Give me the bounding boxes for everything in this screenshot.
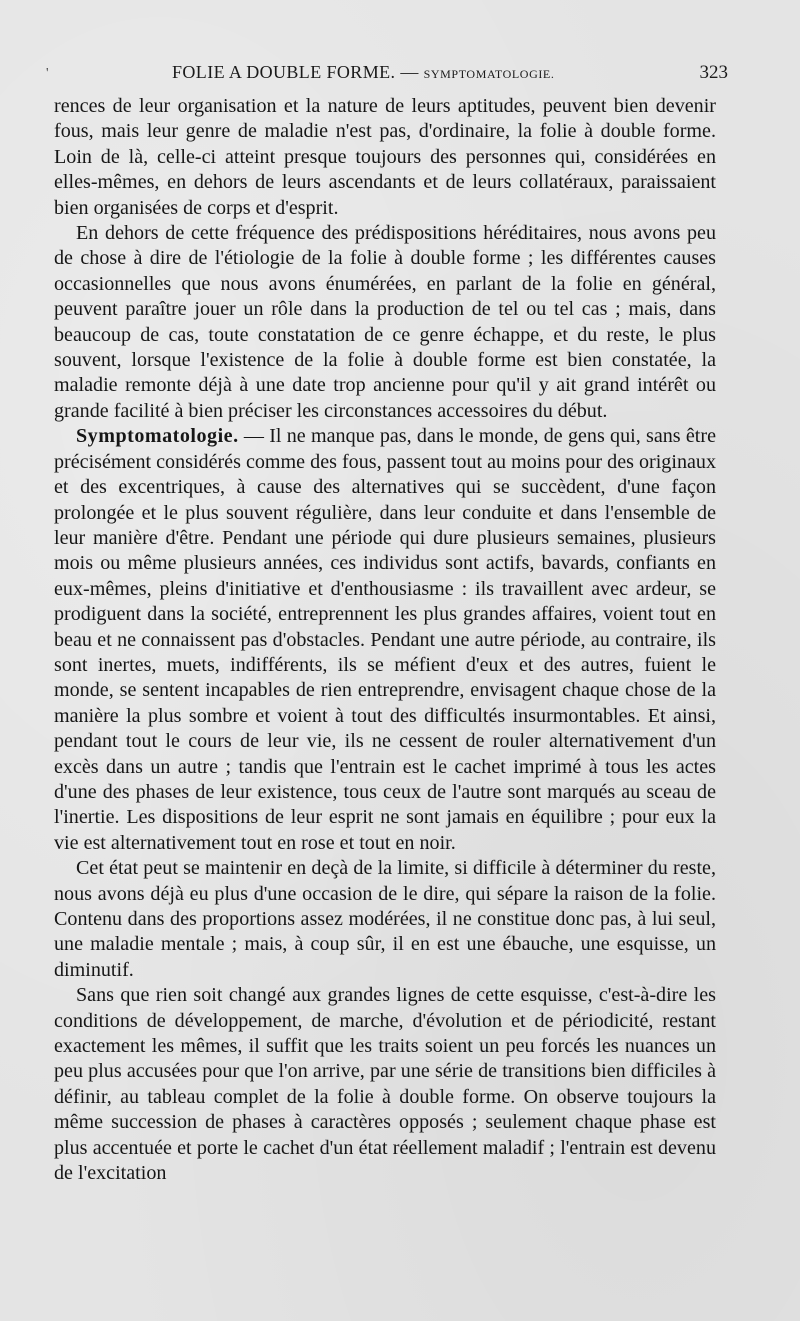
paragraph-sketch: Sans que rien soit changé aux grandes lignes de cette esquisse, c'est-à-dire les conditions de développement, de marche, d'évolution et de périodicité, restant exactement les mêmes, il suffit que les traits soient un peu forcés les nuances un peu plus accusées pour que l'on arrive, par une série de transitions bien difficiles à définir, au tableau complet de la folie à double forme. On observe toujours la même succession de phases à caractères opposés ; seulement chaque phase est plus accentuée et porte le cachet d'un état réellement maladif ; l'entrain est devenu de l'excitation — [54, 984, 716, 1185]
page-number: 323 — [699, 62, 728, 83]
paragraph-limit: Cet état peut se maintenir en deçà de la limite, si difficile à déterminer du reste, nous avons déjà eu plus d'une occasion de le dire, qui sépare la raison de la folie. Contenu dans des proportions assez modérées, il ne constitue donc pas, à lui seul, une maladie mentale ; mais, à coup sûr, il en est une ébauche, une esquisse, un diminutif. — [54, 857, 716, 981]
paragraph-symptomatology-text: — Il ne manque pas, dans le monde, de gens qui, sans être précisément considérés comme des fous, passent tout au moins pour des originaux et des excentriques, à cause des alternatives qui se succèdent, d'une façon prolongée et le plus souvent régulière, dans leur conduite et dans l'ensemble de leur manière d'être. Pendant une période qui dure plusieurs semaines, plusieurs mois ou même plusieurs années, ces individus sont actifs, bavards, confiants en eux-mêmes, pleins d'initiative et d'enthousiasme : ils travaillent avec ardeur, se prodiguent dans la société, entreprennent les plus grandes affaires, voient tout en beau et ne connaissent pas d'obstacles. Pendant une autre période, au contraire, ils sont inertes, muets, indifférents, ils se méfient d'eux et des autres, fuient le monde, se sentent incapables de rien entreprendre, envisagent chaque chose de la manière la plus sombre et voient à tout des difficultés insurmontables. Et ainsi, pendant tout le cours de leur vie, ils ne cessent de rouler alternativement d'un excès dans un autre ; tandis que l'entrain est le cachet imprimé à tous les actes d'une des phases de leur existence, tous ceux de l'autre sont marqués au sceau de l'inertie. Les dispositions de leur esprit ne sont jamais en équilibre ; pour eux la vie est alternativement tout en rose et tout en noir. — [54, 425, 716, 854]
margin-mark: ' — [46, 66, 49, 81]
running-title-text: FOLIE A DOUBLE FORME. — — [172, 62, 419, 82]
paragraph-symptomatology — [54, 424, 716, 856]
body-text — [54, 94, 716, 1186]
paragraph-etiology: En dehors de cette fréquence des prédispositions héréditaires, nous avons peu de chose à dire de l'étiologie de la folie à double forme ; les différentes causes occasionnelles que nous avons énumérées, en parlant de la folie en général, peuvent paraître jouer un rôle dans la production de tel ou tel cas ; mais, dans beaucoup de cas, toute constatation de ce genre échappe, et du reste, le plus souvent, lorsque l'existence de la folie à double forme est bien constatée, la maladie remonte déjà à une date trop ancienne pour qu'il y ait grand intérêt ou grande facilité à bien préciser les circonstances accessoires du début. — [54, 222, 716, 422]
running-title — [172, 62, 554, 83]
section-heading: Symptomatologie. — [76, 425, 239, 448]
page-header — [54, 60, 728, 88]
paragraph-continuation: rences de leur organisation et la nature de leurs aptitudes, peuvent bien devenir fous, mais leur genre de maladie n'est pas, d'ordinaire, la folie à double forme. Loin de là, celle-ci atteint presque toujours des personnes qui, considérées en elles-mêmes, en dehors de leurs ascendants et de leurs collatéraux, paraissaient bien organisées de corps et d'esprit. — [54, 95, 716, 219]
section-title: SYMPTOMATOLOGIE. — [423, 67, 555, 81]
